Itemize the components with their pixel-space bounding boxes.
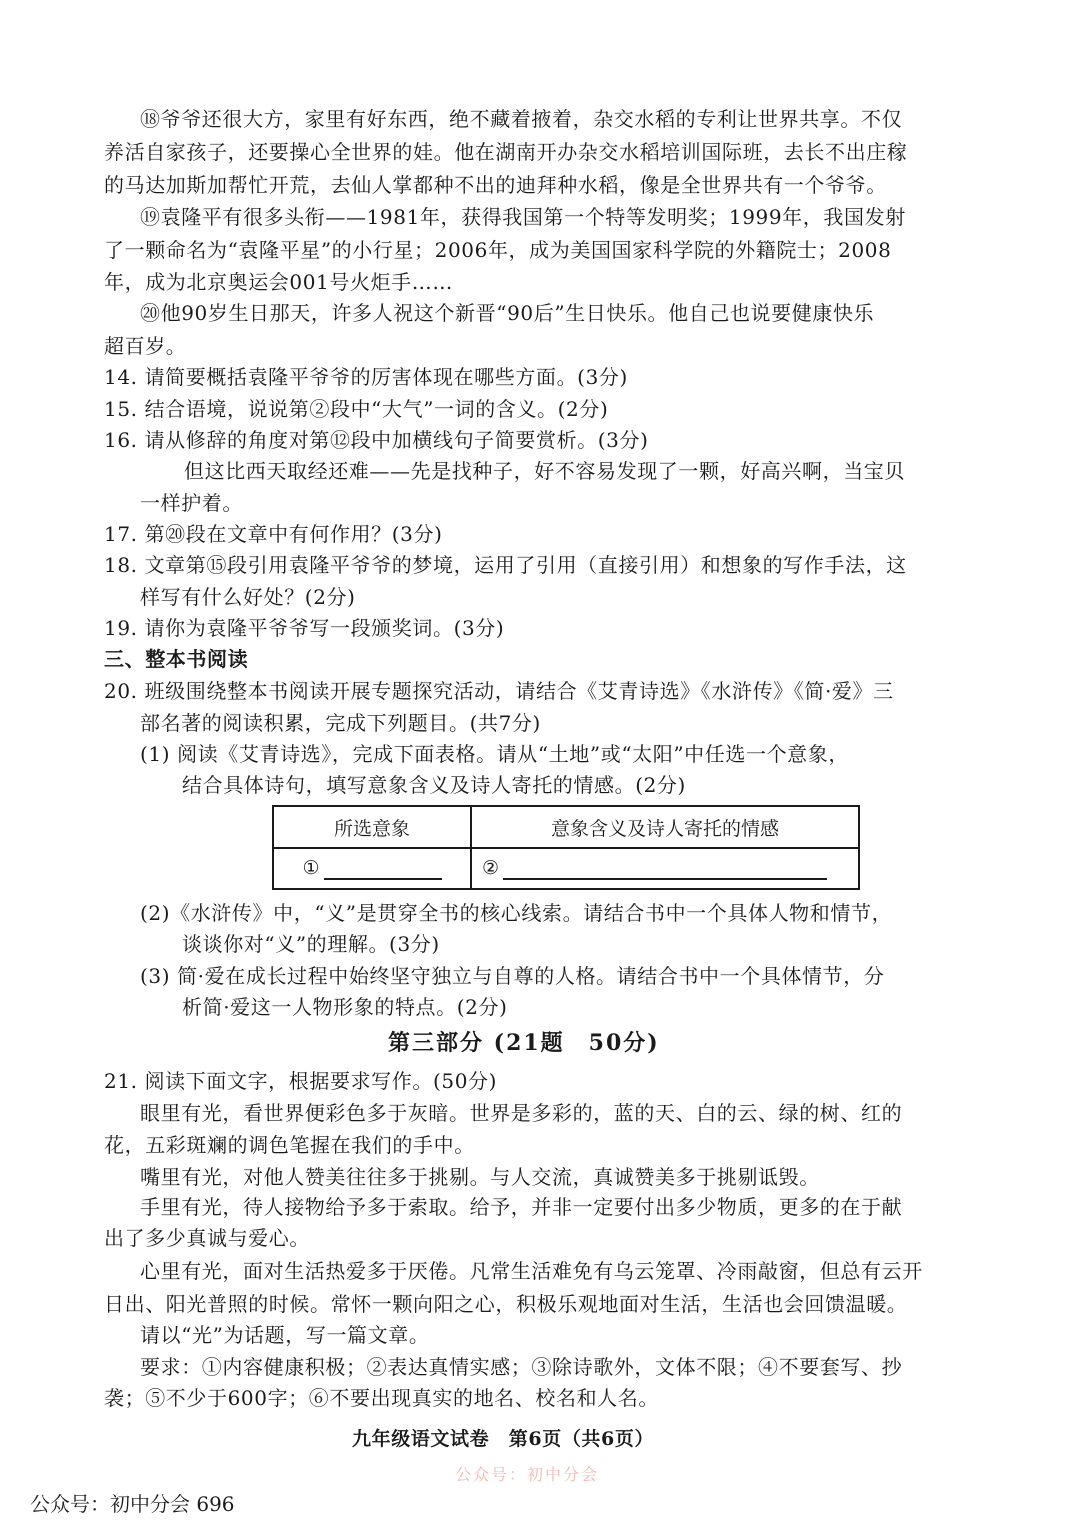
paragraph-19-line-3: 年，成为北京奥运会001号火炬手…… [104, 270, 453, 294]
paragraph-18-line-2: 养活自家孩子，还要操心全世界的娃。他在湖南开办杂交水稻培训国际班，去长不出庄稼 [104, 140, 908, 164]
requirements-line-1: 要求：①内容健康积极；②表达真情实感；③除诗歌外，文体不限；④不要套写、抄 [140, 1355, 903, 1379]
question-21: 21. 阅读下面文字，根据要求写作。(50分) [104, 1069, 498, 1093]
question-20-2-line-1: (2)《水浒传》中，“义”是贯穿全书的核心线索。请结合书中一个具体人物和情节， [140, 901, 893, 925]
question-20-line-2: 部名著的阅读积累，完成下列题目。(共7分) [140, 711, 541, 735]
question-18-line-2: 样写有什么好处？(2分) [140, 585, 356, 609]
prompt-para-1-line-2: 花，五彩斑斓的调色笔握在我们的手中。 [104, 1133, 475, 1157]
watermark-left: 公众号：初中分会 696 [30, 1492, 235, 1516]
question-20-3-line-2: 析简·爱这一人物形象的特点。(2分) [182, 995, 508, 1019]
paragraph-18-line-3: 的马达加斯加帮忙开荒，去仙人掌都种不出的迪拜种水稻，像是全世界共有一个爷爷。 [104, 173, 887, 197]
answer-blank-1[interactable] [324, 858, 442, 880]
question-17: 17. 第⑳段在文章中有何作用？(3分) [104, 522, 443, 546]
table-cell-answer-2[interactable] [471, 848, 859, 889]
answer-marker-2: ② [482, 857, 500, 880]
question-16-quote-line-2: 一样护着。 [140, 491, 243, 515]
question-14: 14. 请简要概括袁隆平爷爷的厉害体现在哪些方面。(3分) [104, 365, 628, 389]
paragraph-19-line-1: ⑲袁隆平有很多头衔——1981年，获得我国第一个特等发明奖；1999年，我国发射 [140, 205, 906, 229]
prompt-para-4-line-2: 日出、阳光普照的时候。常怀一颗向阳之心，积极乐观地面对生活，生活也会回馈温暖。 [104, 1292, 908, 1316]
paragraph-20-line-2: 超百岁。 [104, 334, 187, 358]
section-3-heading: 三、整本书阅读 [104, 647, 249, 671]
page-footer: 九年级语文试卷 第6页（共6页） [352, 1428, 655, 1450]
answer-blank-2[interactable] [503, 858, 827, 880]
question-20-1-line-2: 结合具体诗句，填写意象含义及诗人寄托的情感。(2分) [182, 773, 686, 797]
answer-marker-1: ① [302, 857, 320, 880]
prompt-para-3-line-1: 手里有光，待人接物给予多于索取。给予，并非一定要付出多少物质，更多的在于献 [140, 1195, 903, 1219]
imagery-table [272, 805, 860, 890]
question-16: 16. 请从修辞的角度对第⑫段中加横线句子简要赏析。(3分) [104, 428, 649, 452]
question-19: 19. 请你为袁隆平爷爷写一段颁奖词。(3分) [104, 616, 505, 640]
table-header-imagery: 所选意象 [273, 806, 471, 848]
question-15: 15. 结合语境，说说第②段中“大气”一词的含义。(2分) [104, 397, 609, 421]
requirements-line-2: 袭；⑤不少于600字；⑥不要出现真实的地名、校名和人名。 [104, 1386, 659, 1410]
prompt-para-3-line-2: 出了多少真诚与爱心。 [104, 1226, 310, 1250]
paragraph-18-line-1: ⑱爷爷还很大方，家里有好东西，绝不藏着掖着，杂交水稻的专利让世界共享。不仅 [140, 107, 903, 131]
part-3-title: 第三部分 (21题 50分) [388, 1030, 660, 1056]
question-20-line-1: 20. 班级围绕整本书阅读开展专题探究活动，请结合《艾青诗选》《水浒传》《简·爱》三 [104, 679, 894, 703]
question-20-3-line-1: (3) 简·爱在成长过程中始终坚守独立与自尊的人格。请结合书中一个具体情节，分 [140, 964, 885, 988]
prompt-para-1-line-1: 眼里有光，看世界便彩色多于灰暗。世界是多彩的，蓝的天、白的云、绿的树、红的 [140, 1101, 903, 1125]
watermark-center: 公众号：初中分会 [455, 1465, 600, 1484]
paragraph-19-line-2: 了一颗命名为“袁隆平星”的小行星；2006年，成为美国国家科学院的外籍院士；2008 [104, 238, 892, 262]
question-18-line-1: 18. 文章第⑮段引用袁隆平爷爷的梦境，运用了引用（直接引用）和想象的写作手法，这 [104, 553, 907, 577]
paragraph-20-line-1: ⑳他90岁生日那天，许多人祝这个新晋“90后”生日快乐。他自己也说要健康快乐 [140, 301, 875, 325]
question-20-2-line-2: 谈谈你对“义”的理解。(3分) [182, 932, 440, 956]
table-header-meaning: 意象含义及诗人寄托的情感 [471, 806, 859, 848]
question-20-1-line-1: (1) 阅读《艾青诗选》，完成下面表格。请从“土地”或“太阳”中任选一个意象， [140, 742, 849, 766]
table-cell-answer-1[interactable] [273, 848, 471, 889]
prompt-topic: 请以“光”为话题，写一篇文章。 [140, 1323, 430, 1347]
prompt-para-4-line-1: 心里有光，面对生活热爱多于厌倦。凡常生活难免有乌云笼罩、冷雨敲窗，但总有云开 [140, 1259, 923, 1283]
prompt-para-2: 嘴里有光，对他人赞美往往多于挑剔。与人交流，真诚赞美多于挑剔诋毁。 [140, 1165, 820, 1189]
question-16-quote-line-1: 但这比西天取经还难——先是找种子，好不容易发现了一颗，好高兴啊，当宝贝 [184, 459, 905, 483]
